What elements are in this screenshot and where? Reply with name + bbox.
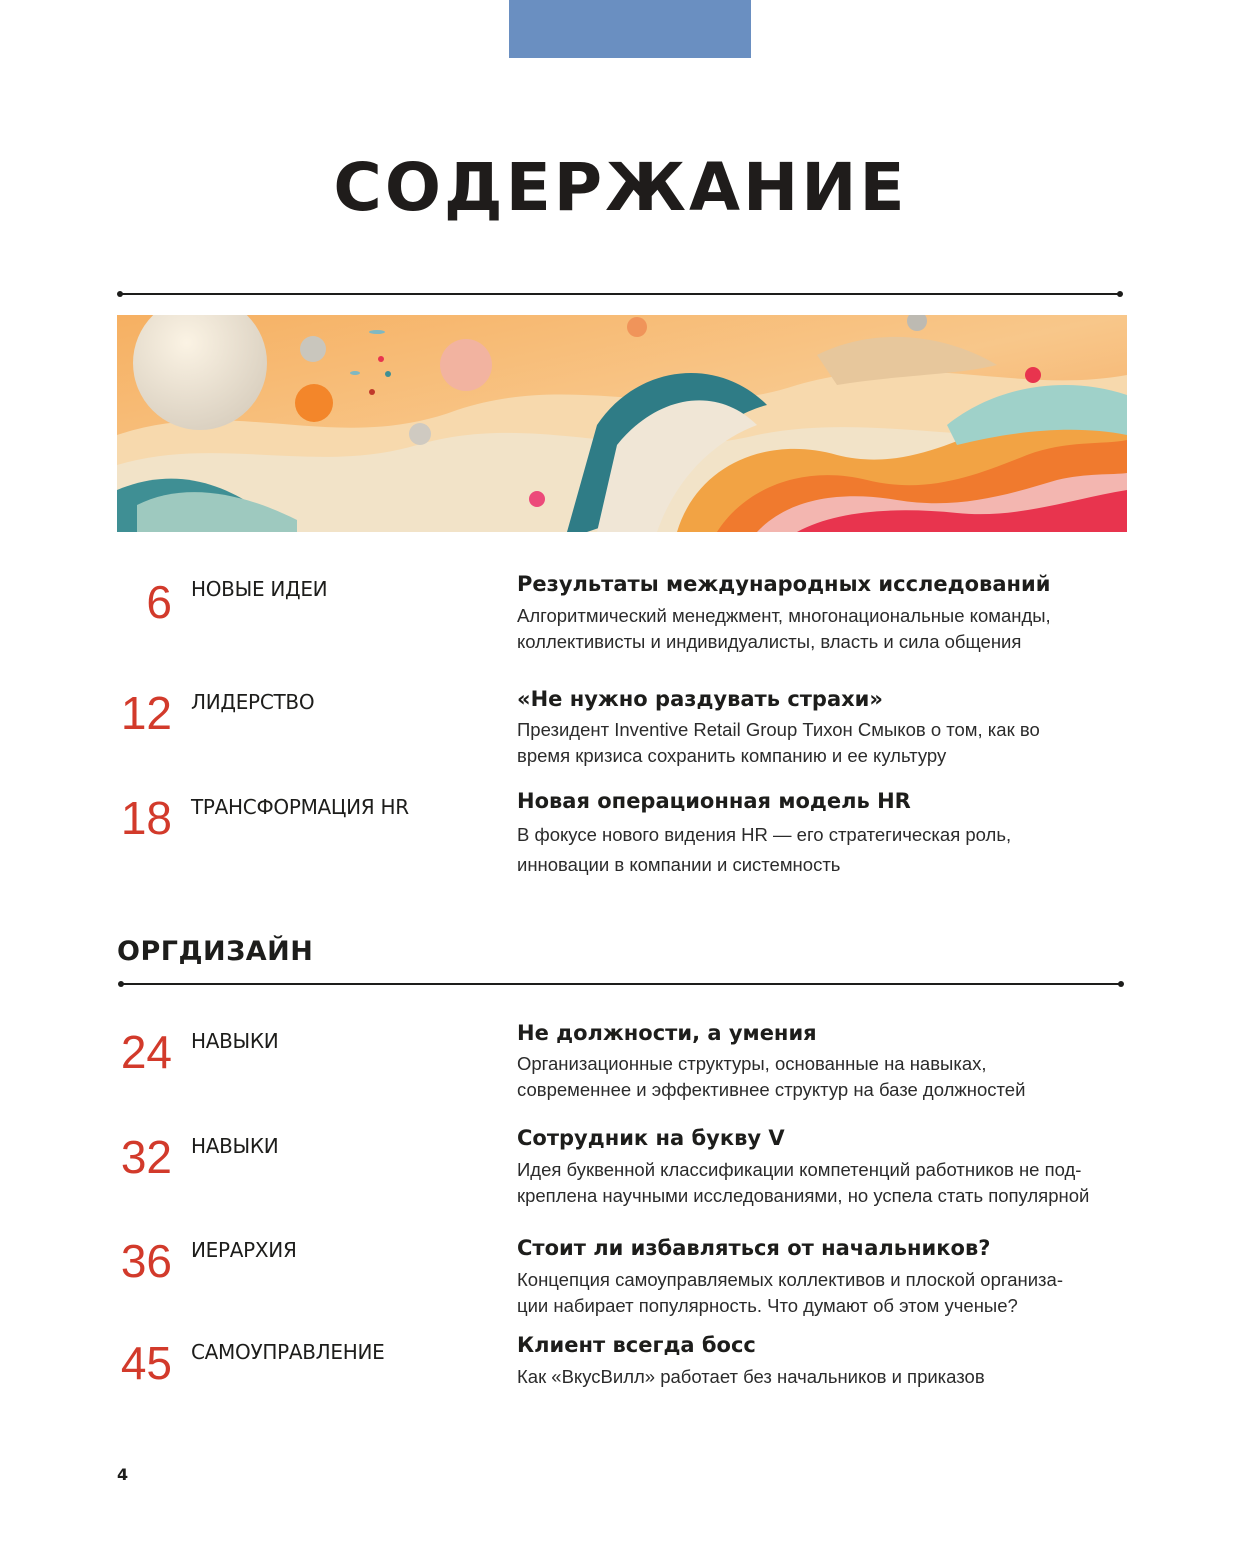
category-label: НАВЫКИ [191,1134,279,1158]
toc-entry[interactable] [0,789,1241,902]
description-line: Организационные структуры, основанные на навыках, [517,1053,987,1074]
page-number-label: 12 [120,687,172,739]
page-number-label: 36 [120,1235,172,1287]
description-line: Идея буквенной классификации компетенций работников не под- [517,1159,1082,1180]
article-description [517,820,1127,880]
page-number-label: 18 [120,792,172,844]
top-divider [120,293,1120,295]
description-line: ции набирает популярность. Что думают об этом ученые? [517,1295,1018,1316]
toc-entry[interactable] [0,1128,1241,1238]
article-description [517,1267,1127,1319]
article-description [517,1364,1127,1390]
category-label: ЛИДЕРСТВО [191,690,315,714]
article-headline[interactable]: Новая операционная модель HR [517,789,911,813]
description-line: Концепция самоуправляемых коллективов и плоской организа- [517,1269,1063,1290]
banner-illustration [117,315,1127,532]
toc-entry[interactable] [0,572,1241,682]
article-headline[interactable]: «Не нужно раздувать страхи» [517,687,883,711]
description-line: Алгоритмический менеджмент, многонациональные команды, [517,605,1051,626]
page-title: СОДЕРЖАНИЕ [333,149,908,226]
description-line: Как «ВкусВилл» работает без начальников и приказов [517,1366,985,1387]
abstract-landscape-banner [117,315,1127,532]
article-headline[interactable]: Сотрудник на букву V [517,1126,785,1150]
article-headline[interactable]: Стоит ли избавляться от начальников? [517,1236,991,1260]
section-divider [121,983,1121,985]
article-description [517,717,1127,769]
toc-entry[interactable] [0,1334,1241,1444]
description-line: В фокусе нового видения HR — его стратегическая роль, [517,824,1012,845]
toc-entry[interactable] [0,1236,1241,1346]
page-number-label: 32 [120,1131,172,1183]
top-accent-tab [509,0,751,58]
section-title: ОРГДИЗАЙН [117,936,314,967]
category-label: НОВЫЕ ИДЕИ [191,577,328,601]
description-line: Президент Inventive Retail Group Тихон Смыков о том, как во [517,719,1040,740]
category-label: ИЕРАРХИЯ [191,1238,297,1262]
page-number-label: 24 [120,1026,172,1078]
article-headline[interactable]: Не должности, а умения [517,1021,817,1045]
description-line: современнее и эффективнее структур на базе должностей [517,1079,1026,1100]
page-number-label: 45 [120,1337,172,1389]
description-line: креплена научными исследованиями, но успела стать популярной [517,1185,1090,1206]
footer-page-number: 4 [117,1465,129,1484]
article-headline[interactable]: Результаты международных исследований [517,572,1051,596]
page-number-label: 6 [146,576,172,628]
description-line: время кризиса сохранить компанию и ее культуру [517,745,947,766]
article-description [517,603,1127,655]
article-description [517,1051,1127,1103]
description-line: коллективисты и индивидуалисты, власть и сила общения [517,631,1022,652]
category-label: САМОУПРАВЛЕНИЕ [191,1340,385,1364]
category-label: ТРАНСФОРМАЦИЯ HR [191,795,409,819]
category-label: НАВЫКИ [191,1029,279,1053]
article-description [517,1157,1127,1209]
toc-entry[interactable] [0,688,1241,798]
article-headline[interactable]: Клиент всегда босс [517,1333,756,1357]
description-line: инновации в компании и системность [517,854,841,875]
toc-entry[interactable] [0,1023,1241,1133]
